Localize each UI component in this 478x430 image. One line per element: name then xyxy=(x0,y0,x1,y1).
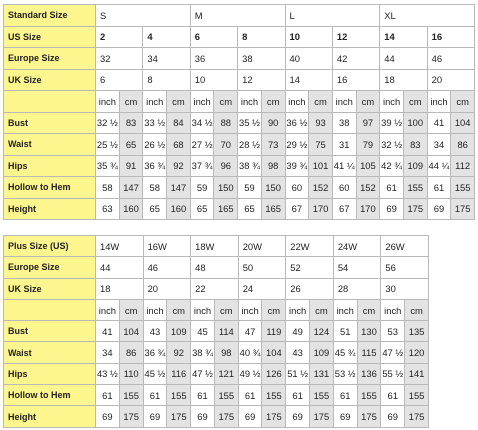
row-label: Waist xyxy=(4,134,96,156)
row-label: Height xyxy=(4,406,96,427)
measurement-cell: 101 xyxy=(309,155,333,177)
size-row xyxy=(4,48,475,70)
measurement-cell: 43 xyxy=(286,342,310,363)
measurement-cell: 69 xyxy=(333,406,357,427)
size-value-cell: 40 xyxy=(285,48,332,70)
measurement-cell: 38 ¾ xyxy=(238,155,262,177)
measurement-cell: 124 xyxy=(310,321,334,342)
measurement-cell: 69 xyxy=(96,406,120,427)
unit-cell: cm xyxy=(262,299,286,320)
unit-cell: inch xyxy=(143,299,167,320)
row-label: Plus Size (US) xyxy=(4,236,96,257)
row-label: Hips xyxy=(4,155,96,177)
measurement-cell: 35 ¾ xyxy=(96,155,120,177)
measurement-cell: 34 xyxy=(96,342,120,363)
measurement-cell: 152 xyxy=(356,177,380,199)
size-value-cell: 6 xyxy=(190,26,237,48)
measurement-cell: 29 ½ xyxy=(285,134,309,156)
unit-cell: cm xyxy=(214,299,238,320)
measurement-cell: 79 xyxy=(356,134,380,156)
measurement-cell: 59 xyxy=(238,177,262,199)
size-value-cell: 20 xyxy=(427,69,474,91)
measurement-cell: 47 ½ xyxy=(191,363,215,384)
row-label: Standard Size xyxy=(4,5,96,27)
measurement-cell: 43 ½ xyxy=(96,363,120,384)
size-value-cell: 52 xyxy=(286,257,334,278)
measurement-cell: 49 ½ xyxy=(238,363,262,384)
measurement-cell: 35 ½ xyxy=(238,112,262,134)
measurement-cell: 131 xyxy=(310,363,334,384)
size-value-cell: 26 xyxy=(286,278,334,299)
row-label: UK Size xyxy=(4,278,96,299)
standard-size-table xyxy=(3,4,475,220)
measurement-cell: 175 xyxy=(357,406,381,427)
size-value-cell: 4 xyxy=(143,26,190,48)
measurement-row xyxy=(4,198,475,220)
measurement-cell: 40 ¾ xyxy=(238,342,262,363)
measurement-cell: 105 xyxy=(356,155,380,177)
measurement-cell: 45 xyxy=(191,321,215,342)
size-value-cell: 10 xyxy=(285,26,332,48)
size-value-cell: 32 xyxy=(96,48,143,70)
size-value-cell: 54 xyxy=(333,257,381,278)
measurement-cell: 135 xyxy=(405,321,429,342)
measurement-cell: 69 xyxy=(286,406,310,427)
measurement-cell: 60 xyxy=(332,177,356,199)
measurement-cell: 68 xyxy=(167,134,191,156)
measurement-cell: 73 xyxy=(261,134,285,156)
measurement-cell: 175 xyxy=(167,406,191,427)
measurement-cell: 58 xyxy=(143,177,167,199)
measurement-cell: 110 xyxy=(119,363,143,384)
unit-cell: cm xyxy=(119,91,143,113)
unit-cell: inch xyxy=(286,299,310,320)
measurement-cell: 69 xyxy=(143,406,167,427)
measurement-cell: 69 xyxy=(381,406,405,427)
unit-cell: inch xyxy=(238,91,262,113)
measurement-cell: 98 xyxy=(214,342,238,363)
measurement-cell: 33 ½ xyxy=(143,112,167,134)
measurement-cell: 28 ½ xyxy=(238,134,262,156)
size-value-cell: 50 xyxy=(238,257,286,278)
unit-cell: cm xyxy=(261,91,285,113)
measurement-cell: 61 xyxy=(238,385,262,406)
size-value-cell: 36 xyxy=(190,48,237,70)
size-value-cell: 46 xyxy=(427,48,474,70)
unit-cell: inch xyxy=(143,91,167,113)
measurement-cell: 104 xyxy=(119,321,143,342)
measurement-cell: 100 xyxy=(403,112,427,134)
measurement-cell: 38 xyxy=(332,112,356,134)
measurement-cell: 109 xyxy=(167,321,191,342)
measurement-cell: 59 xyxy=(190,177,214,199)
measurement-cell: 93 xyxy=(309,112,333,134)
unit-cell: cm xyxy=(357,299,381,320)
unit-cell: inch xyxy=(427,91,451,113)
measurement-cell: 121 xyxy=(214,363,238,384)
measurement-cell: 175 xyxy=(405,406,429,427)
measurement-cell: 170 xyxy=(356,198,380,220)
size-value-cell: 20W xyxy=(238,236,286,257)
measurement-cell: 160 xyxy=(119,198,143,220)
size-value-cell: 14 xyxy=(380,26,427,48)
measurement-cell: 155 xyxy=(262,385,286,406)
size-value-cell: 44 xyxy=(380,48,427,70)
measurement-row xyxy=(4,134,475,156)
size-value-cell: 22 xyxy=(191,278,239,299)
measurement-cell: 36 ¾ xyxy=(143,155,167,177)
measurement-cell: 65 xyxy=(238,198,262,220)
row-label: Bust xyxy=(4,112,96,134)
size-value-cell: 46 xyxy=(143,257,191,278)
measurement-cell: 39 ½ xyxy=(380,112,404,134)
size-value-cell: 12 xyxy=(332,26,379,48)
unit-cell: inch xyxy=(96,91,120,113)
measurement-cell: 45 ½ xyxy=(143,363,167,384)
measurement-cell: 155 xyxy=(403,177,427,199)
size-value-cell: 10 xyxy=(190,69,237,91)
measurement-cell: 165 xyxy=(261,198,285,220)
row-label: Waist xyxy=(4,342,96,363)
measurement-cell: 41 ¼ xyxy=(332,155,356,177)
unit-cell: cm xyxy=(451,91,475,113)
measurement-cell: 51 ½ xyxy=(286,363,310,384)
measurement-cell: 86 xyxy=(451,134,475,156)
measurement-cell: 155 xyxy=(405,385,429,406)
letter-size-cell: L xyxy=(285,5,380,27)
measurement-cell: 114 xyxy=(214,321,238,342)
letter-size-cell: XL xyxy=(380,5,475,27)
measurement-cell: 47 ½ xyxy=(381,342,405,363)
measurement-cell: 42 ¾ xyxy=(380,155,404,177)
measurement-cell: 160 xyxy=(167,198,191,220)
measurement-cell: 98 xyxy=(261,155,285,177)
measurement-cell: 37 ¾ xyxy=(190,155,214,177)
size-value-cell: 42 xyxy=(332,48,379,70)
measurement-cell: 34 ½ xyxy=(190,112,214,134)
measurement-cell: 34 xyxy=(427,134,451,156)
measurement-cell: 165 xyxy=(214,198,238,220)
size-row xyxy=(4,69,475,91)
plus-size-row xyxy=(4,236,429,257)
standard-size-header-row xyxy=(4,5,475,27)
size-value-cell: 48 xyxy=(191,257,239,278)
measurement-cell: 49 xyxy=(286,321,310,342)
measurement-cell: 65 xyxy=(119,134,143,156)
unit-cell: inch xyxy=(191,299,215,320)
size-value-cell: 8 xyxy=(143,69,190,91)
size-row xyxy=(4,26,475,48)
row-label: Hollow to Hem xyxy=(4,177,96,199)
measurement-cell: 109 xyxy=(310,342,334,363)
unit-cell: cm xyxy=(119,299,143,320)
measurement-cell: 70 xyxy=(214,134,238,156)
unit-cell: inch xyxy=(381,299,405,320)
measurement-cell: 116 xyxy=(167,363,191,384)
size-value-cell: 14 xyxy=(285,69,332,91)
size-value-cell: 56 xyxy=(381,257,429,278)
size-value-cell: 20 xyxy=(143,278,191,299)
measurement-cell: 175 xyxy=(214,406,238,427)
measurement-cell: 39 ¾ xyxy=(285,155,309,177)
measurement-cell: 38 ¾ xyxy=(191,342,215,363)
size-value-cell: 8 xyxy=(238,26,285,48)
measurement-cell: 104 xyxy=(451,112,475,134)
measurement-cell: 61 xyxy=(427,177,451,199)
measurement-cell: 109 xyxy=(403,155,427,177)
measurement-cell: 84 xyxy=(167,112,191,134)
measurement-cell: 61 xyxy=(381,385,405,406)
plus-size-table xyxy=(3,235,429,428)
measurement-row xyxy=(4,385,429,406)
measurement-cell: 36 ½ xyxy=(285,112,309,134)
measurement-cell: 53 ½ xyxy=(333,363,357,384)
measurement-cell: 150 xyxy=(261,177,285,199)
measurement-cell: 119 xyxy=(262,321,286,342)
unit-cell: cm xyxy=(356,91,380,113)
measurement-row xyxy=(4,342,429,363)
unit-cell: inch xyxy=(285,91,309,113)
measurement-cell: 61 xyxy=(143,385,167,406)
letter-size-cell: S xyxy=(96,5,191,27)
size-value-cell: 16 xyxy=(332,69,379,91)
unit-cell: cm xyxy=(403,91,427,113)
measurement-cell: 136 xyxy=(357,363,381,384)
measurement-row xyxy=(4,177,475,199)
row-label: US Size xyxy=(4,26,96,48)
row-label: Bust xyxy=(4,321,96,342)
measurement-cell: 67 xyxy=(332,198,356,220)
row-label: Europe Size xyxy=(4,48,96,70)
size-value-cell: 16 xyxy=(427,26,474,48)
size-value-cell: 14W xyxy=(96,236,144,257)
measurement-row xyxy=(4,155,475,177)
measurement-cell: 115 xyxy=(357,342,381,363)
measurement-cell: 175 xyxy=(119,406,143,427)
row-label: Europe Size xyxy=(4,257,96,278)
row-label xyxy=(4,91,96,113)
measurement-cell: 83 xyxy=(119,112,143,134)
size-value-cell: 16W xyxy=(143,236,191,257)
unit-cell: inch xyxy=(333,299,357,320)
measurement-cell: 65 xyxy=(143,198,167,220)
size-value-cell: 44 xyxy=(96,257,144,278)
row-label: Hollow to Hem xyxy=(4,385,96,406)
measurement-cell: 65 xyxy=(190,198,214,220)
measurement-cell: 175 xyxy=(262,406,286,427)
measurement-cell: 69 xyxy=(427,198,451,220)
size-value-cell: 38 xyxy=(238,48,285,70)
measurement-cell: 175 xyxy=(403,198,427,220)
measurement-cell: 155 xyxy=(451,177,475,199)
measurement-cell: 67 xyxy=(285,198,309,220)
size-value-cell: 28 xyxy=(333,278,381,299)
measurement-cell: 86 xyxy=(119,342,143,363)
measurement-cell: 96 xyxy=(214,155,238,177)
measurement-row xyxy=(4,363,429,384)
measurement-cell: 32 ½ xyxy=(380,134,404,156)
measurement-cell: 91 xyxy=(119,155,143,177)
size-value-cell: 26W xyxy=(381,236,429,257)
unit-row xyxy=(4,91,475,113)
measurement-cell: 126 xyxy=(262,363,286,384)
letter-size-cell: M xyxy=(190,5,285,27)
measurement-cell: 43 xyxy=(143,321,167,342)
measurement-cell: 44 ¼ xyxy=(427,155,451,177)
measurement-cell: 25 ½ xyxy=(96,134,120,156)
row-label: UK Size xyxy=(4,69,96,91)
measurement-cell: 155 xyxy=(119,385,143,406)
unit-cell: cm xyxy=(310,299,334,320)
measurement-cell: 63 xyxy=(96,198,120,220)
measurement-cell: 88 xyxy=(214,112,238,134)
measurement-cell: 170 xyxy=(309,198,333,220)
measurement-cell: 69 xyxy=(380,198,404,220)
measurement-cell: 27 ½ xyxy=(190,134,214,156)
measurement-cell: 147 xyxy=(119,177,143,199)
measurement-cell: 41 xyxy=(96,321,120,342)
unit-cell: cm xyxy=(309,91,333,113)
measurement-cell: 69 xyxy=(238,406,262,427)
size-value-cell: 24 xyxy=(238,278,286,299)
row-label xyxy=(4,299,96,320)
measurement-cell: 155 xyxy=(214,385,238,406)
measurement-cell: 175 xyxy=(451,198,475,220)
unit-cell: inch xyxy=(96,299,120,320)
measurement-cell: 61 xyxy=(380,177,404,199)
size-value-cell: 2 xyxy=(96,26,143,48)
measurement-cell: 83 xyxy=(403,134,427,156)
measurement-cell: 51 xyxy=(333,321,357,342)
size-value-cell: 30 xyxy=(381,278,429,299)
measurement-cell: 61 xyxy=(96,385,120,406)
measurement-cell: 155 xyxy=(357,385,381,406)
size-value-cell: 6 xyxy=(96,69,143,91)
unit-cell: cm xyxy=(167,299,191,320)
size-value-cell: 22W xyxy=(286,236,334,257)
measurement-cell: 120 xyxy=(405,342,429,363)
unit-cell: inch xyxy=(380,91,404,113)
measurement-cell: 155 xyxy=(310,385,334,406)
measurement-cell: 92 xyxy=(167,342,191,363)
row-label: Hips xyxy=(4,363,96,384)
unit-cell: inch xyxy=(190,91,214,113)
measurement-row xyxy=(4,321,429,342)
measurement-cell: 47 xyxy=(238,321,262,342)
measurement-cell: 61 xyxy=(191,385,215,406)
row-label: Height xyxy=(4,198,96,220)
measurement-cell: 32 ½ xyxy=(96,112,120,134)
measurement-cell: 69 xyxy=(191,406,215,427)
measurement-cell: 53 xyxy=(381,321,405,342)
measurement-cell: 58 xyxy=(96,177,120,199)
unit-cell: cm xyxy=(214,91,238,113)
size-value-cell: 12 xyxy=(238,69,285,91)
measurement-cell: 61 xyxy=(333,385,357,406)
plus-size-row xyxy=(4,257,429,278)
measurement-cell: 104 xyxy=(262,342,286,363)
measurement-cell: 41 xyxy=(427,112,451,134)
unit-cell: cm xyxy=(405,299,429,320)
measurement-cell: 75 xyxy=(309,134,333,156)
size-value-cell: 24W xyxy=(333,236,381,257)
measurement-cell: 55 ½ xyxy=(381,363,405,384)
measurement-cell: 31 xyxy=(332,134,356,156)
measurement-cell: 175 xyxy=(310,406,334,427)
measurement-cell: 26 ½ xyxy=(143,134,167,156)
measurement-row xyxy=(4,112,475,134)
measurement-cell: 155 xyxy=(167,385,191,406)
measurement-row xyxy=(4,406,429,427)
size-value-cell: 18 xyxy=(96,278,144,299)
measurement-cell: 90 xyxy=(261,112,285,134)
measurement-cell: 147 xyxy=(167,177,191,199)
measurement-cell: 130 xyxy=(357,321,381,342)
measurement-cell: 97 xyxy=(356,112,380,134)
measurement-cell: 152 xyxy=(309,177,333,199)
measurement-cell: 36 ¾ xyxy=(143,342,167,363)
measurement-cell: 60 xyxy=(285,177,309,199)
measurement-cell: 92 xyxy=(167,155,191,177)
unit-cell: inch xyxy=(238,299,262,320)
unit-cell: cm xyxy=(167,91,191,113)
unit-cell: inch xyxy=(332,91,356,113)
size-value-cell: 18 xyxy=(380,69,427,91)
plus-size-row xyxy=(4,278,429,299)
size-value-cell: 34 xyxy=(143,48,190,70)
size-value-cell: 18W xyxy=(191,236,239,257)
measurement-cell: 45 ¾ xyxy=(333,342,357,363)
unit-row xyxy=(4,299,429,320)
measurement-cell: 61 xyxy=(286,385,310,406)
measurement-cell: 112 xyxy=(451,155,475,177)
measurement-cell: 150 xyxy=(214,177,238,199)
measurement-cell: 141 xyxy=(405,363,429,384)
